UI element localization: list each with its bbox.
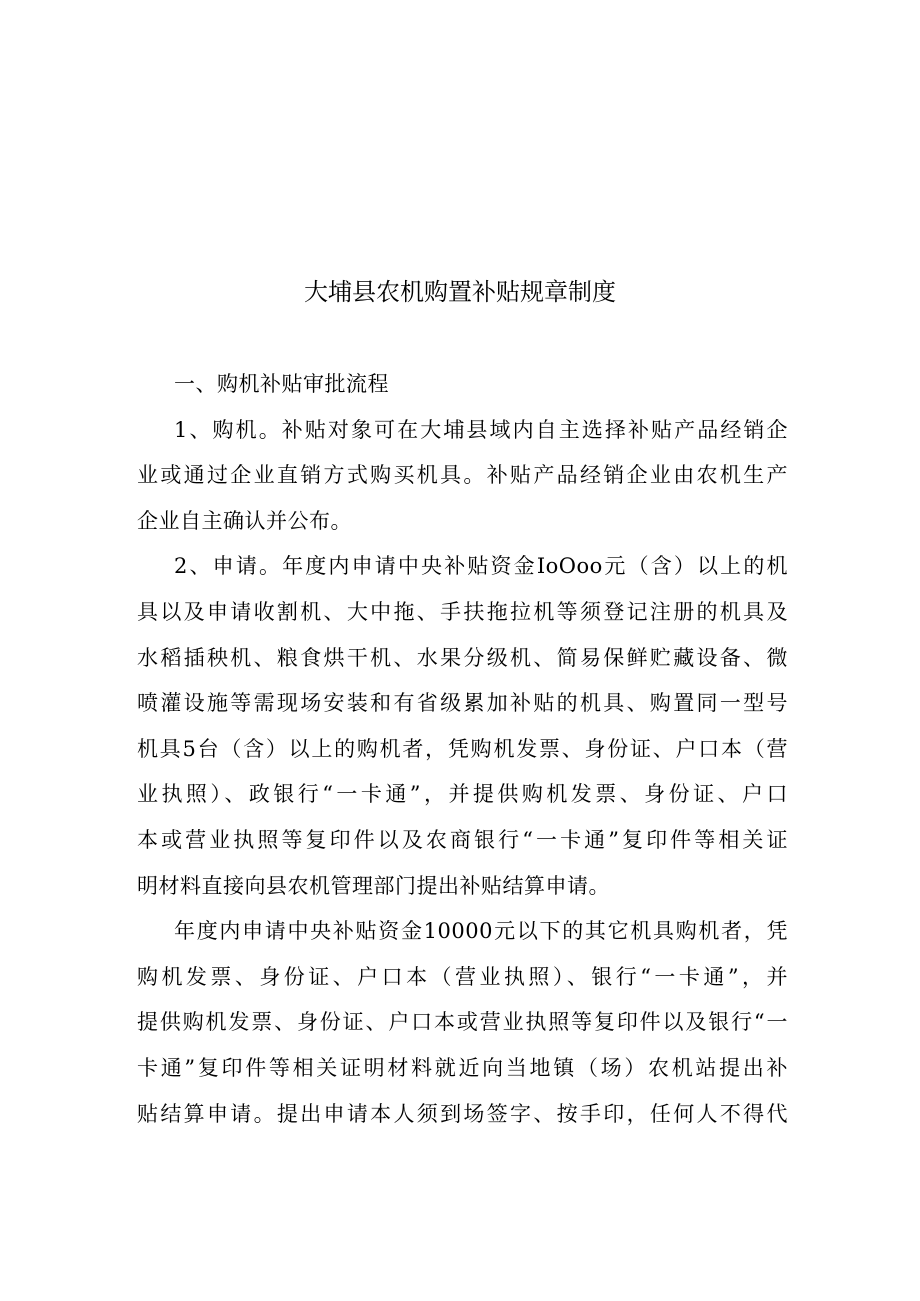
text-line: 机具5台（含）以上的购机者，凭购机发票、身份证、户口本（营 [137,736,788,761]
text-line: 明材料直接向县农机管理部门提出补贴结算申请。 [137,873,610,898]
text-line: 卡通”复印件等相关证明材料就近向当地镇（场）农机站提出补 [137,1055,788,1080]
text-line: 1、购机。补贴对象可在大埔县域内自主选择补贴产品经销企 [174,417,788,442]
text-line: 业执照）、政银行“一卡通”，并提供购机发票、身份证、户口 [137,782,788,807]
text-line: 水稻插秧机、粮食烘干机、水果分级机、简易保鲜贮藏设备、微 [137,645,788,670]
text-line: 业或通过企业直销方式购买机具。补贴产品经销企业由农机生产 [137,463,788,488]
text-line: 贴结算申请。提出申请本人须到场签字、按手印，任何人不得代 [137,1101,788,1126]
text-line: 本或营业执照等复印件以及农商银行“一卡通”复印件等相关证 [137,827,788,852]
text-line: 2、申请。年度内申请中央补贴资金IoOoo元（含）以上的机 [174,554,788,579]
text-line: 具以及申请收割机、大中拖、手扶拖拉机等须登记注册的机具及 [137,599,788,624]
text-line: 提供购机发票、身份证、户口本或营业执照等复印件以及银行“一 [137,1010,788,1035]
document-title: 大埔县农机购置补贴规章制度 [304,278,616,306]
text-line: 年度内申请中央补贴资金10000元以下的其它机具购机者，凭 [174,919,788,944]
text-line: 购机发票、身份证、户口本（营业执照）、银行“一卡通”，并 [137,964,788,989]
document-body [137,362,788,1137]
text-line: 企业自主确认并公布。 [137,508,352,533]
text-line: 喷灌设施等需现场安装和有省级累加补贴的机具、购置同一型号 [137,691,788,716]
text-line: 一、购机补贴审批流程 [174,372,389,396]
